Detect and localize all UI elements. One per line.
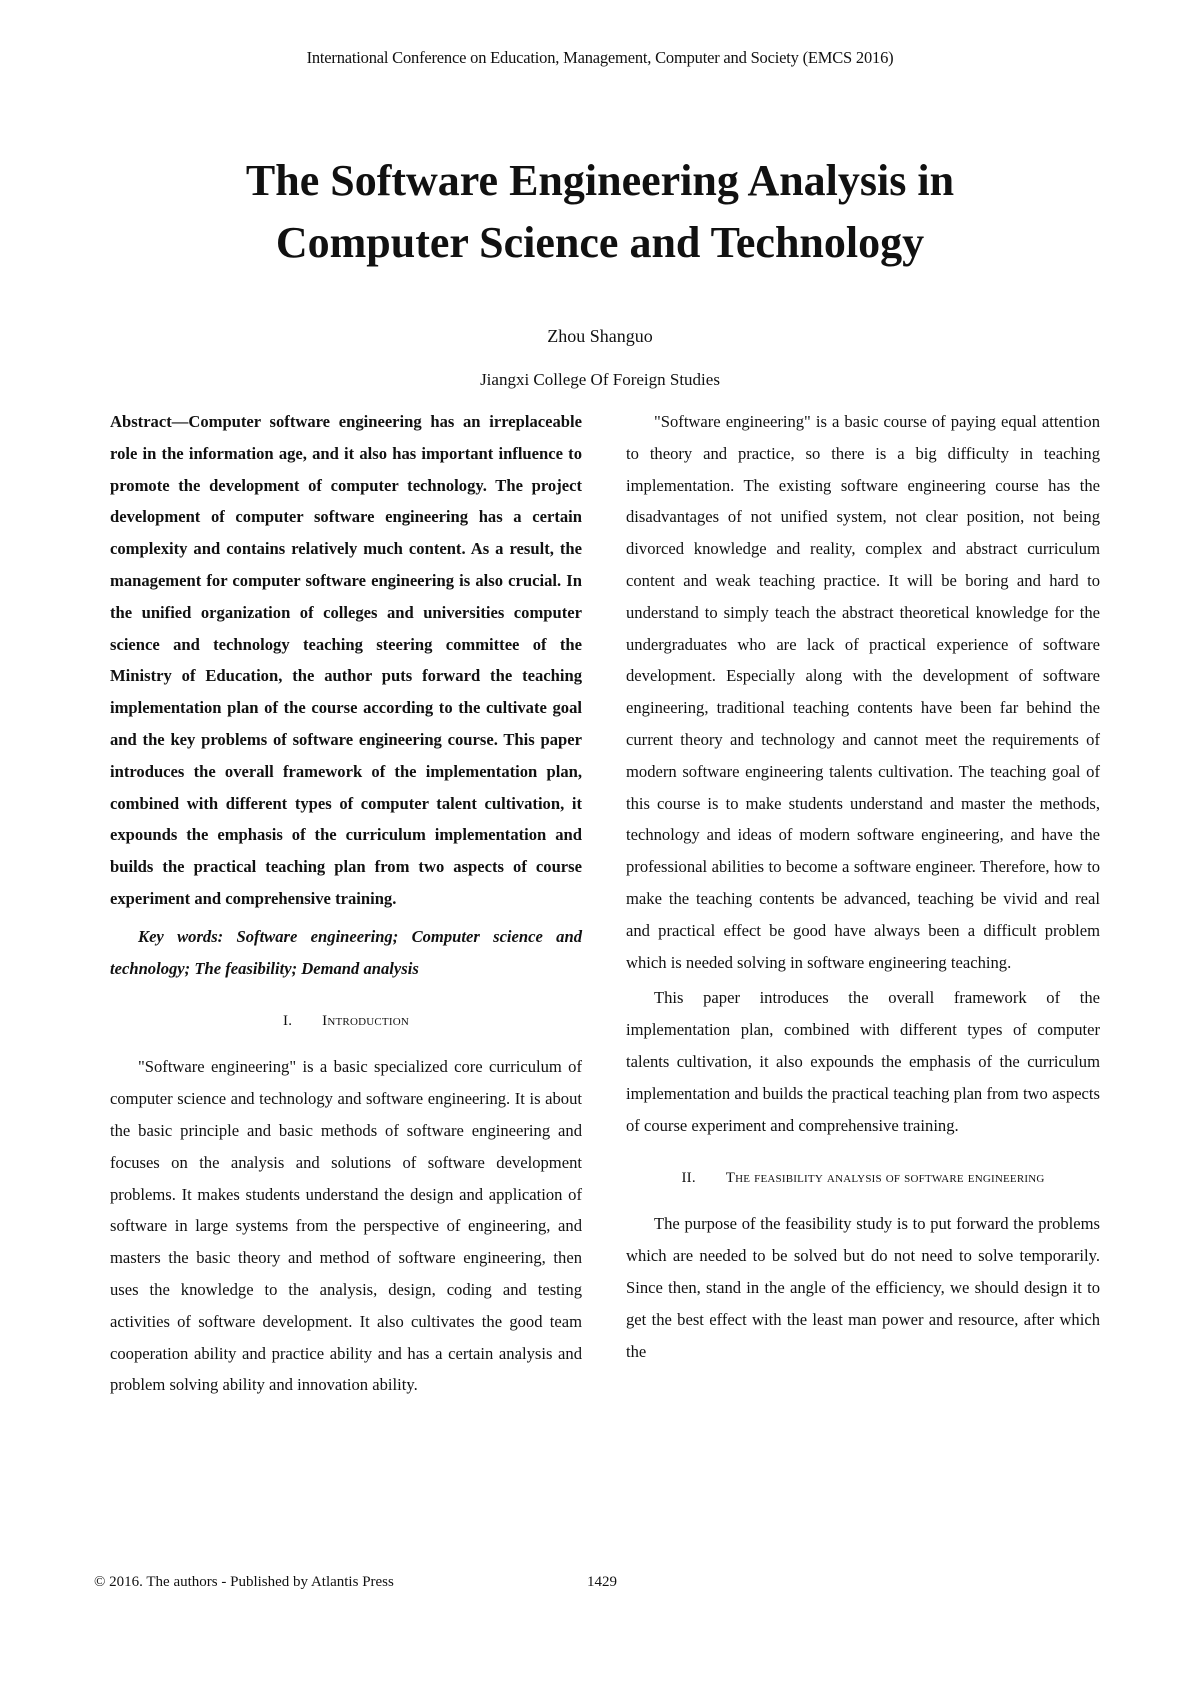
abstract: Abstract—Computer software engineering has an irreplaceable role in the information age, and it also has important influence to promote the development of computer technology. The project development of computer software engineering has a certain complexity and contains relatively much content. As a result, the management for computer software engineering is also crucial. In the unified organization of colleges and universities computer science and technology teaching steering committee of the Ministry of Education, the author puts forward the teaching implementation plan of the course according to the cultivate goal and the key problems of software engineering course. This paper introduces the overall framework of the implementation plan, combined with different types of computer talent cultivation, it expounds the emphasis of the curriculum implementation and builds the practical teaching plan from two aspects of course experiment and comprehensive training. bbox=[110, 412, 582, 908]
section-title: Introduction bbox=[322, 1013, 409, 1030]
paper-title-line-1: The Software Engineering Analysis in bbox=[245, 156, 955, 205]
left-column bbox=[110, 406, 582, 1401]
body-paragraph: This paper introduces the overall framework of the implementation plan, combined with different types of computer talents cultivation, it also expounds the emphasis of the curriculum implementation and builds the practical teaching plan from two aspects of course experiment and comprehensive training. bbox=[626, 988, 1100, 1135]
section-number: II. bbox=[681, 1170, 696, 1187]
conference-header: International Conference on Education, Management, Computer and Society (EMCS 2016) bbox=[306, 48, 894, 67]
section-title: The feasibility analysis of software engineering bbox=[725, 1170, 1045, 1187]
right-column bbox=[626, 406, 1100, 1367]
intro-paragraph: "Software engineering" is a basic specialized core curriculum of computer science and technology and software engineering. It is about the basic principle and basic methods of software engineering and focuses on the analysis and solutions of software development problems. It makes students understand the design and application of software in large systems from the perspective of engineering, and masters the basic theory and method of software engineering, then uses the knowledge to the analysis, design, coding and testing activities of software development. It also cultivates the good team cooperation ability and practice ability and has a certain analysis and problem solving ability and innovation ability. bbox=[110, 1057, 582, 1395]
section-heading-feasibility bbox=[626, 1163, 1100, 1194]
section-heading-introduction bbox=[110, 1006, 582, 1037]
keywords: Key words: Software engineering; Computer science and technology; The feasibility; Demand analysis bbox=[110, 926, 582, 978]
page-number: 1429 bbox=[587, 1574, 617, 1590]
footer-copyright: © 2016. The authors - Published by Atlantis Press bbox=[94, 1574, 394, 1590]
body-paragraph: The purpose of the feasibility study is to put forward the problems which are needed to be solved but do not need to solve temporarily. Since then, stand in the angle of the efficiency, we should design it to get the best effect with the least man power and resource, after which the bbox=[626, 1214, 1100, 1361]
author-name: Zhou Shanguo bbox=[547, 326, 653, 346]
paper-title bbox=[100, 150, 1100, 274]
paper-title-line-2: Computer Science and Technology bbox=[275, 218, 925, 267]
body-paragraph: "Software engineering" is a basic course of paying equal attention to theory and practice, so there is a big difficulty in teaching implementation. The existing software engineering course has the disadvantages of not unified system, not clear position, not being divorced knowledge and reality, complex and abstract curriculum content and weak teaching practice. It will be boring and hard to understand to simply teach the abstract theoretical knowledge for the undergraduates who are lack of practical experience of software development. Especially along with the development of software engineering, traditional teaching contents have been far behind the current theory and technology and cannot meet the requirements of modern software engineering talents cultivation. The teaching goal of this course is to make students understand and master the methods, technology and ideas of modern software engineering, and have the professional abilities to become a software engineer. Therefore, how to make the teaching contents be advanced, teaching be vivid and real and practical effect be good have always been a difficult problem which is needed solving in software engineering teaching. bbox=[626, 412, 1100, 972]
section-number: I. bbox=[283, 1013, 293, 1030]
author-affiliation: Jiangxi College Of Foreign Studies bbox=[480, 370, 720, 389]
